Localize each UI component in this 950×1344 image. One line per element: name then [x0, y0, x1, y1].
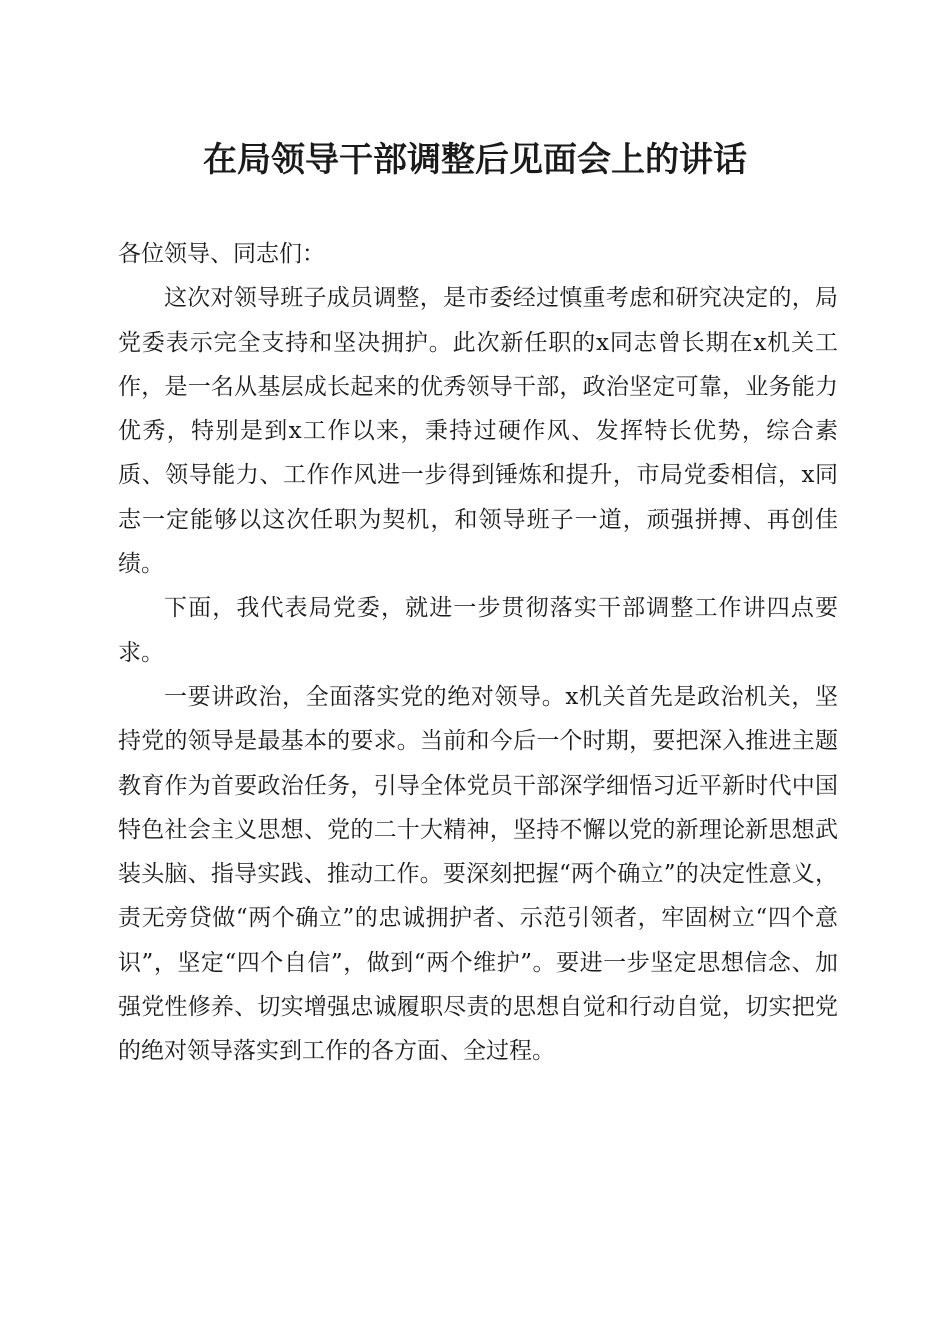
paragraph-1: 这次对领导班子成员调整，是市委经过慎重考虑和研究决定的，局党委表示完全支持和坚决拥护。此次新任职的x同志曾长期在x机关工作，是一名从基层成长起来的优秀领导干部，政治坚定可靠，业务能力优秀，特别是到x工作以来，秉持过硬作风、发挥特长优势，综合素质、领导能力、工作作风进一步得到锤炼和提升，市局党委相信，x同志一定能够以这次任职为契机，和领导班子一道，顽强拼搏、再创佳绩。	[118, 285, 838, 578]
document-title: 在局领导干部调整后见面会上的讲话	[203, 140, 747, 180]
paragraph-3: 一要讲政治，全面落实党的绝对领导。x机关首先是政治机关，坚持党的领导是最基本的要求。当前和今后一个时期，要把深入推进主题教育作为首要政治任务，引导全体党员干部深学细悟习近平新时代中国特色社会主义思想、党的二十大精神，坚持不懈以党的新理论新思想武装头脑、指导实践、推动工作。要深刻把握“两个确立”的决定性意义，责无旁贷做“两个确立”的忠诚拥护者、示范引领者，牢固树立“四个意识”，坚定“四个自信”，做到“两个维护”。要进一步坚定思想信念、加强党性修养、切实增强忠诚履职尽责的思想自觉和行动自觉，切实把党的绝对领导落实到工作的各方面、全过程。	[118, 683, 838, 1065]
paragraph-2: 下面，我代表局党委，就进一步贯彻落实干部调整工作讲四点要求。	[118, 595, 838, 666]
document-body	[118, 232, 838, 1074]
salutation: 各位领导、同志们：	[118, 241, 325, 267]
